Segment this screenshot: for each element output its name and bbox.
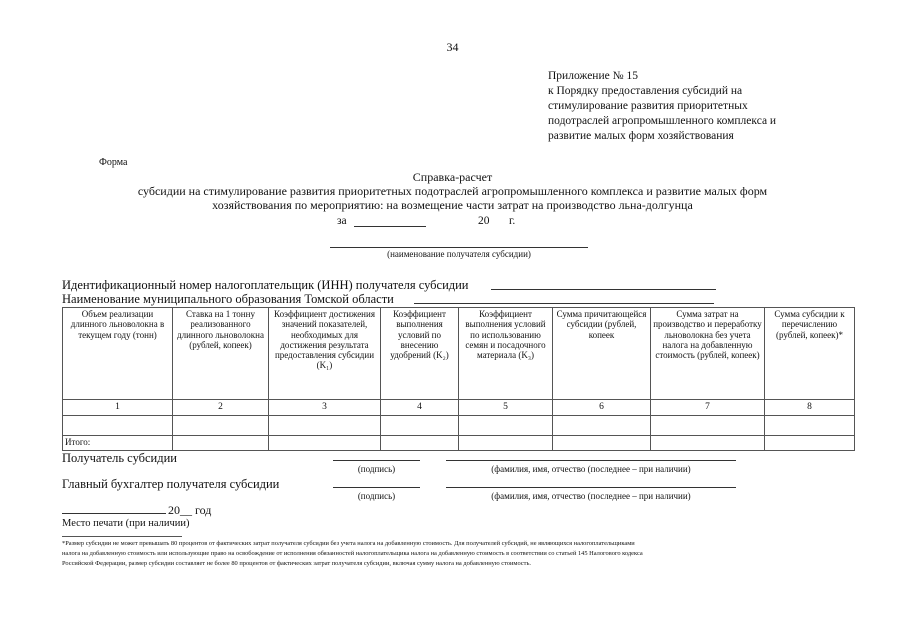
recipient-signature-line[interactable] <box>333 460 420 461</box>
form-label: Форма <box>99 157 128 168</box>
table-cell[interactable] <box>765 416 855 436</box>
table-cell[interactable] <box>381 416 459 436</box>
period-year: 20 <box>478 215 490 227</box>
column-number: 4 <box>381 400 459 416</box>
table-cell[interactable] <box>269 436 381 451</box>
fio-caption: (фамилия, имя, отчество (последнее – при наличии) <box>491 491 691 501</box>
period-blank[interactable] <box>354 226 426 227</box>
column-number: 8 <box>765 400 855 416</box>
document-subtitle: субсидии на стимулирование развития приоритетных подотраслей агропромышленного комплекса и развитие малых форм <box>137 184 768 198</box>
table-cell[interactable] <box>173 416 269 436</box>
table-cell[interactable] <box>173 436 269 451</box>
table-cell[interactable] <box>459 416 553 436</box>
column-number: 1 <box>63 400 173 416</box>
municipality-field-line[interactable] <box>414 303 714 304</box>
table-cell[interactable] <box>269 416 381 436</box>
document-title: Справка-расчет <box>412 170 493 184</box>
column-number: 3 <box>269 400 381 416</box>
inn-label: Идентификационный номер налогоплательщик (ИНН) получателя субсидии <box>62 278 469 292</box>
footnote-line: Российской Федерации, размер субсидии составляет не более 80 процентов от фактических затрат получателя субсидии, включая сумму налога на добавленную стоимость. <box>62 560 531 567</box>
footnote-line: *Размер субсидии не может превышать 80 процентов от фактических затрат получателя субсидии без учета налога на добавленную стоимость. Для получателей субсидий, не являющихся налогоплательщиками <box>62 540 635 547</box>
table-cell[interactable] <box>381 436 459 451</box>
fio-caption: (фамилия, имя, отчество (последнее – при наличии) <box>491 464 691 474</box>
column-header: Коэффициент выполнения условий по использованию семян и посадочного материала (K₃) <box>459 308 553 400</box>
accountant-label: Главный бухгалтер получателя субсидии <box>62 477 280 491</box>
total-row <box>63 436 855 451</box>
inn-field-line[interactable] <box>491 289 716 290</box>
column-header: Сумма субсидии к перечислению (рублей, копеек)* <box>765 308 855 400</box>
table-header-row <box>63 308 855 400</box>
column-header: Коэффициент достижения значений показателей, необходимых для достижения результата предоставления субсидии (K₁) <box>269 308 381 400</box>
appendix-line: стимулирование развития приоритетных <box>548 100 748 112</box>
document-subtitle-continued: хозяйствования по мероприятию: на возмещение части затрат на производство льна-долгунца <box>212 198 693 212</box>
footnote <box>62 539 852 569</box>
signature-caption: (подпись) <box>357 491 396 501</box>
calculation-table <box>62 307 855 451</box>
table-cell[interactable] <box>553 436 651 451</box>
recipient-label: Получатель субсидии <box>62 451 177 465</box>
column-number: 2 <box>173 400 269 416</box>
table-cell[interactable] <box>63 416 173 436</box>
recipient-name-line[interactable] <box>330 247 588 248</box>
table-row <box>63 416 855 436</box>
period-year-suffix: г. <box>509 215 516 227</box>
appendix-line: развитие малых форм хозяйствования <box>548 130 734 142</box>
table-cell[interactable] <box>651 436 765 451</box>
table-cell[interactable] <box>651 416 765 436</box>
appendix-block <box>548 69 848 144</box>
column-number: 6 <box>553 400 651 416</box>
period-prefix: за <box>337 215 347 227</box>
column-number-row <box>63 400 855 416</box>
column-number: 7 <box>651 400 765 416</box>
page-number: 34 <box>446 40 459 54</box>
appendix-line: подотраслей агропромышленного комплекса и <box>548 115 777 127</box>
municipality-label: Наименование муниципального образования Томской области <box>62 292 394 306</box>
table-cell[interactable] <box>553 416 651 436</box>
column-header: Коэффициент выполнения условий по внесению удобрений (K₂) <box>381 308 459 400</box>
appendix-line: Приложение № 15 <box>548 70 638 82</box>
date-year-text: 20__ год <box>168 503 212 517</box>
column-number: 5 <box>459 400 553 416</box>
recipient-name-caption: (наименование получателя субсидии) <box>387 249 531 259</box>
accountant-signature-line[interactable] <box>333 487 420 488</box>
recipient-fio-line[interactable] <box>446 460 736 461</box>
total-label: Итого: <box>63 436 173 451</box>
column-header: Объем реализации длинного льноволокна в текущем году (тонн) <box>63 308 173 400</box>
footnote-divider <box>62 536 182 537</box>
stamp-place-label: Место печати (при наличии) <box>62 518 190 529</box>
footnote-line: налога на добавленную стоимость или использующие право на освобождение от исполнения обязанностей налогоплательщика налога на добавленную стоимость в соответствии со статьей 145 Налогового кодекса <box>62 550 643 557</box>
accountant-fio-line[interactable] <box>446 487 736 488</box>
table-cell[interactable] <box>459 436 553 451</box>
appendix-line: к Порядку предоставления субсидий на <box>548 85 743 97</box>
date-blank-line[interactable] <box>62 513 166 514</box>
column-header: Сумма причитающейся субсидии (рублей, копеек <box>553 308 651 400</box>
column-header: Ставка на 1 тонну реализованного длинного льноволокна (рублей, копеек) <box>173 308 269 400</box>
table-cell[interactable] <box>765 436 855 451</box>
signature-caption: (подпись) <box>357 464 396 474</box>
column-header: Сумма затрат на производство и переработку льноволокна без учета налога на добавленную стоимость (рублей, копеек) <box>651 308 765 400</box>
